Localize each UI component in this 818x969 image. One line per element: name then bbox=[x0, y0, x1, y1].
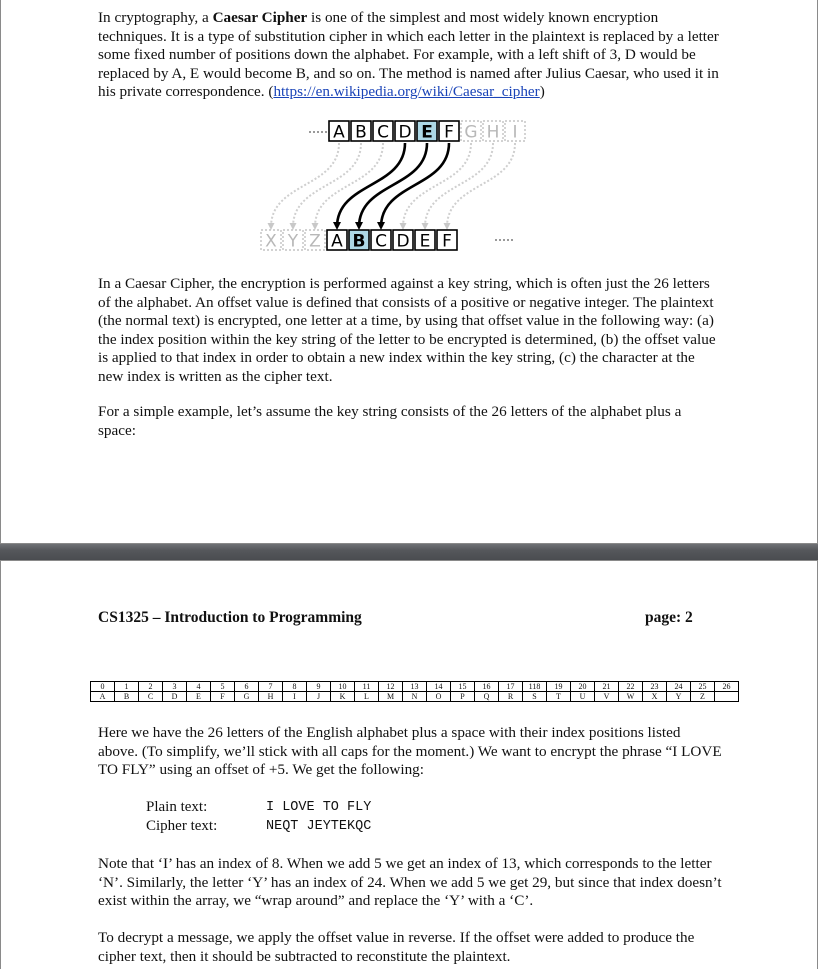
top-faded-letter-H bbox=[483, 121, 503, 143]
svg-text:A: A bbox=[333, 122, 345, 143]
letter-cell-24: Y bbox=[667, 692, 691, 702]
letter-cell-19: T bbox=[547, 692, 571, 702]
course-header: CS1325 – Introduction to Programming bbox=[98, 609, 362, 626]
letter-cell-4: E bbox=[187, 692, 211, 702]
intro-paragraph bbox=[98, 9, 722, 102]
page-number: page: 2 bbox=[645, 609, 693, 626]
top-letter-D bbox=[395, 121, 415, 143]
letter-cell-7: H bbox=[259, 692, 283, 702]
plain-text-label: Plain text: bbox=[146, 799, 208, 815]
svg-text:B: B bbox=[352, 231, 366, 252]
index-row bbox=[91, 682, 739, 692]
bottom-faded-letter-Z bbox=[305, 230, 325, 252]
index-cell-7: 7 bbox=[259, 682, 283, 692]
letter-cell-15: P bbox=[451, 692, 475, 702]
decrypt-paragraph: To decrypt a message, we apply the offset value in reverse. If the offset were added to produce the cipher text, then it should be subtracted to reconstitute the plaintext. bbox=[98, 929, 695, 965]
letter-cell-25: Z bbox=[691, 692, 715, 702]
shift-arrows bbox=[337, 143, 449, 227]
letter-cell-8: I bbox=[283, 692, 307, 702]
index-cell-26: 26 bbox=[715, 682, 739, 692]
letter-cell-11: L bbox=[355, 692, 379, 702]
svg-text:D: D bbox=[396, 231, 410, 252]
letter-cell-23: X bbox=[643, 692, 667, 702]
letter-cell-18: S bbox=[523, 692, 547, 702]
letter-cell-14: O bbox=[427, 692, 451, 702]
intro-text-body: is one of the simplest and most widely known encryption techniques. It is a type of substitution cipher in which each letter in the plaintext is replaced by a letter some fixed number of positions down the alphabet. For example, with a left shift of 3, D would be replaced by A, E would become B, and so on. The method is named after Julius Caesar, who used it in his private correspondence. ( bbox=[98, 9, 719, 101]
letter-cell-21: V bbox=[595, 692, 619, 702]
simple-example-paragraph: For a simple example, let’s assume the key string consists of the 26 letters of the alphabet plus a space: bbox=[98, 403, 682, 439]
svg-text:C: C bbox=[375, 231, 387, 252]
faded-shift-arrow bbox=[447, 143, 515, 227]
bottom-letter-B bbox=[349, 230, 369, 252]
bottom-faded-letter-Y bbox=[283, 230, 303, 252]
letter-cell-1: B bbox=[115, 692, 139, 702]
svg-text:E: E bbox=[421, 122, 433, 143]
intro-text-start: In cryptography, a bbox=[98, 9, 213, 26]
index-cell-5: 5 bbox=[211, 682, 235, 692]
letter-cell-26 bbox=[715, 692, 739, 702]
caesar-cipher-term: Caesar Cipher bbox=[212, 9, 308, 26]
top-letter-E bbox=[417, 121, 437, 143]
top-letter-C bbox=[373, 121, 393, 143]
top-faded-letter-G bbox=[461, 121, 481, 143]
svg-text:Z: Z bbox=[309, 231, 321, 252]
letter-cell-0: A bbox=[91, 692, 115, 702]
key-string-paragraph: In a Caesar Cipher, the encryption is performed against a key string, which is often just the 26 letters of the alphabet. An offset value is defined that consists of a positive or negative integer. The plaintext (the normal text) is encrypted, one letter at a time, by using that offset value in the following way: (a) the index position within the key string of the letter to be encrypted is determined, (b) the offset value is applied to that index in order to obtain a new index within the key string, (c) the character at the new index is written as the cipher text. bbox=[98, 275, 716, 385]
page-separator bbox=[0, 544, 818, 560]
letter-cell-13: N bbox=[403, 692, 427, 702]
plain-text-value: I LOVE TO FLY bbox=[266, 800, 372, 815]
letter-cell-20: U bbox=[571, 692, 595, 702]
letter-cell-10: K bbox=[331, 692, 355, 702]
alphabet-index-table bbox=[90, 681, 739, 702]
index-cell-17: 17 bbox=[499, 682, 523, 692]
index-cell-20: 20 bbox=[571, 682, 595, 692]
bottom-letter-F bbox=[437, 230, 457, 252]
index-cell-9: 9 bbox=[307, 682, 331, 692]
index-cell-25: 25 bbox=[691, 682, 715, 692]
faded-shift-arrow bbox=[271, 143, 339, 227]
top-row-faded-boxes bbox=[461, 121, 525, 143]
index-cell-21: 21 bbox=[595, 682, 619, 692]
index-cell-16: 16 bbox=[475, 682, 499, 692]
svg-text:X: X bbox=[265, 231, 277, 252]
svg-text:F: F bbox=[444, 122, 454, 143]
letter-cell-12: M bbox=[379, 692, 403, 702]
svg-text:D: D bbox=[398, 122, 412, 143]
index-cell-19: 19 bbox=[547, 682, 571, 692]
letter-cell-16: Q bbox=[475, 692, 499, 702]
index-cell-23: 23 bbox=[643, 682, 667, 692]
bottom-row-letter-boxes bbox=[327, 230, 457, 252]
index-cell-8: 8 bbox=[283, 682, 307, 692]
index-cell-13: 13 bbox=[403, 682, 427, 692]
bottom-letter-E bbox=[415, 230, 435, 252]
caesar-shift-diagram bbox=[251, 116, 573, 258]
letter-cell-22: W bbox=[619, 692, 643, 702]
svg-text:C: C bbox=[377, 122, 389, 143]
wikipedia-link[interactable]: https://en.wikipedia.org/wiki/Caesar_cipher bbox=[273, 83, 540, 101]
letter-cell-2: C bbox=[139, 692, 163, 702]
top-faded-letter-I bbox=[505, 121, 525, 143]
svg-text:E: E bbox=[419, 231, 431, 252]
svg-text:Y: Y bbox=[287, 231, 299, 252]
faded-shift-arrow bbox=[425, 143, 493, 227]
bottom-faded-letter-X bbox=[261, 230, 281, 252]
index-cell-1: 1 bbox=[115, 682, 139, 692]
svg-text:B: B bbox=[355, 122, 367, 143]
index-cell-15: 15 bbox=[451, 682, 475, 692]
top-letter-F bbox=[439, 121, 459, 143]
index-cell-14: 14 bbox=[427, 682, 451, 692]
top-letter-B bbox=[351, 121, 371, 143]
cipher-text-value: NEQT JEYTEKQC bbox=[266, 819, 372, 834]
letter-cell-17: R bbox=[499, 692, 523, 702]
bottom-letter-C bbox=[371, 230, 391, 252]
letter-cell-3: D bbox=[163, 692, 187, 702]
index-cell-11: 11 bbox=[355, 682, 379, 692]
letter-cell-6: G bbox=[235, 692, 259, 702]
svg-text:H: H bbox=[486, 122, 500, 143]
letter-cell-9: J bbox=[307, 692, 331, 702]
index-cell-3: 3 bbox=[163, 682, 187, 692]
top-letter-A bbox=[329, 121, 349, 143]
svg-text:G: G bbox=[464, 122, 478, 143]
faded-shift-arrow bbox=[293, 143, 361, 227]
bottom-row-faded-boxes bbox=[261, 230, 325, 252]
top-row-letter-boxes bbox=[329, 121, 459, 143]
index-cell-10: 10 bbox=[331, 682, 355, 692]
index-cell-24: 24 bbox=[667, 682, 691, 692]
svg-text:I: I bbox=[512, 122, 518, 143]
index-cell-4: 4 bbox=[187, 682, 211, 692]
index-cell-2: 2 bbox=[139, 682, 163, 692]
index-cell-18: 118 bbox=[523, 682, 547, 692]
bottom-letter-D bbox=[393, 230, 413, 252]
index-cell-6: 6 bbox=[235, 682, 259, 692]
intro-text-end: ) bbox=[539, 83, 545, 101]
svg-text:A: A bbox=[331, 231, 343, 252]
encrypt-intro-paragraph: Here we have the 26 letters of the English alphabet plus a space with their index positions listed above. (To simplify, we’ll stick with all caps for the moment.) We want to encrypt the phrase “I LOVE TO FLY” using an offset of +5. We get the following: bbox=[98, 724, 722, 779]
bottom-letter-A bbox=[327, 230, 347, 252]
index-cell-12: 12 bbox=[379, 682, 403, 692]
svg-text:F: F bbox=[442, 231, 452, 252]
cipher-text-label: Cipher text: bbox=[146, 818, 218, 834]
index-cell-0: 0 bbox=[91, 682, 115, 692]
index-cell-22: 22 bbox=[619, 682, 643, 692]
document-page-2 bbox=[0, 560, 818, 969]
letter-cell-5: F bbox=[211, 692, 235, 702]
letter-row bbox=[91, 692, 739, 702]
wrap-around-paragraph: Note that ‘I’ has an index of 8. When we add 5 we get an index of 13, which corresponds to the letter ‘N’. Similarly, the letter ‘Y’ has an index of 24. When we add 5 we get 29, but since that index doesn’t exist within the array, we “wrap around” and replace the ‘Y’ with a ‘C’. bbox=[98, 855, 722, 910]
